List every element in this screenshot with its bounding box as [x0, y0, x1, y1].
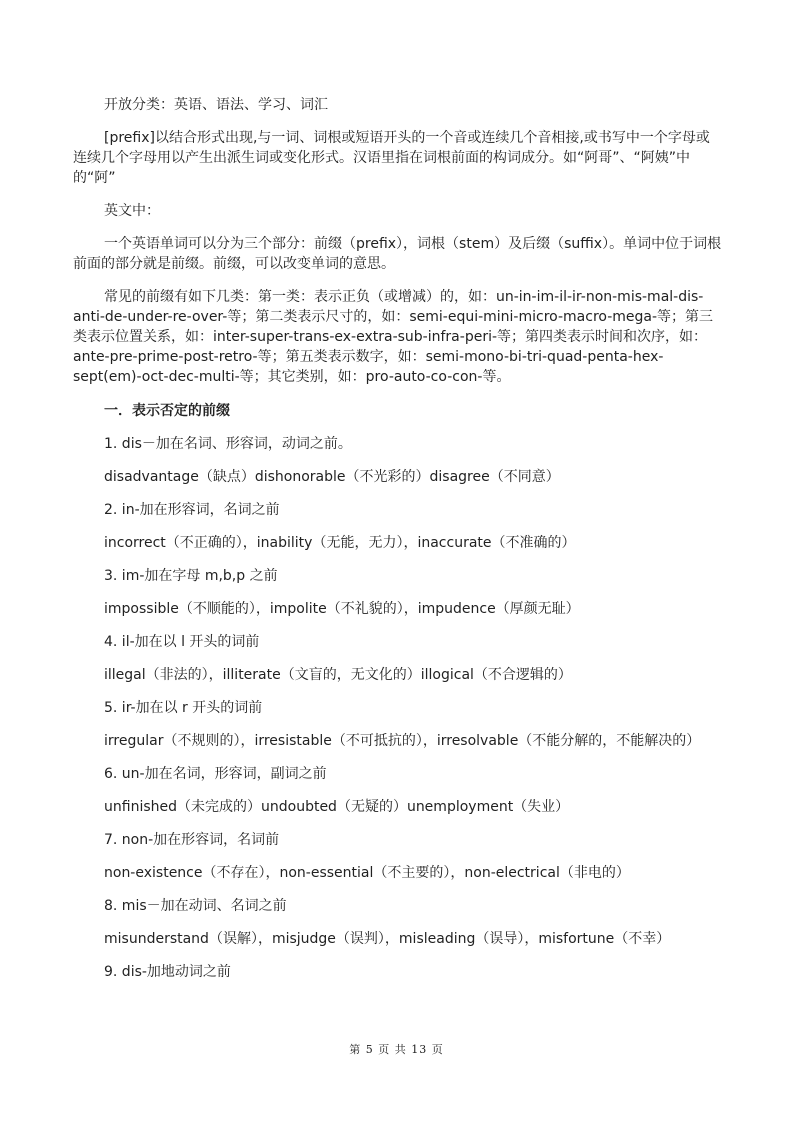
- item-title: 6. un-加在名词，形容词，副词之前: [104, 766, 327, 782]
- english-label: 英文中：: [104, 203, 160, 219]
- list-item: [73, 764, 723, 817]
- item-title: 3. im-加在字母 m,b,p 之前: [104, 568, 278, 584]
- item-examples: unfinished（未完成的）undoubted（无疑的）unemployment（失业）: [104, 799, 570, 815]
- list-item: [73, 566, 723, 619]
- category-line: 开放分类：英语、语法、学习、词汇: [104, 97, 328, 113]
- item-title: 7. non-加在形容词，名词前: [104, 832, 280, 848]
- item-title: 9. dis-加地动词之前: [104, 964, 231, 980]
- item-title: 2. in-加在形容词，名词之前: [104, 502, 280, 518]
- english-description: 一个英语单词可以分为三个部分：前缀（prefix），词根（stem）及后缀（suffix）。单词中位于词根前面的部分就是前缀。前缀，可以改变单词的意思。: [73, 236, 722, 272]
- item-examples: misunderstand（误解），misjudge（误判），misleading（误导），misfortune（不幸）: [104, 931, 671, 947]
- item-examples: illegal（非法的），illiterate（文盲的，无文化的）illogical（不合逻辑的）: [104, 667, 572, 683]
- item-title: 1. dis－加在名词、形容词，动词之前。: [104, 436, 352, 452]
- item-examples: impossible（不顺能的），impolite（不礼貌的），impudence（厚颜无耻）: [104, 601, 580, 617]
- list-item: [73, 434, 723, 487]
- page-footer: 第 5 页 共 13 页: [349, 1043, 444, 1056]
- prefix-list: [73, 434, 723, 982]
- item-examples: non-existence（不存在），non-essential（不主要的），non-electrical（非电的）: [104, 865, 630, 881]
- item-title: 5. ir-加在以 r 开头的词前: [104, 700, 263, 716]
- item-examples: incorrect（不正确的），inability（无能，无力），inaccurate（不准确的）: [104, 535, 576, 551]
- item-title: 8. mis－加在动词、名词之前: [104, 898, 287, 914]
- list-item: [73, 500, 723, 553]
- list-item: [73, 698, 723, 751]
- item-title: 4. il-加在以 l 开头的词前: [104, 634, 260, 650]
- item-examples: disadvantage（缺点）dishonorable（不光彩的）disagree（不同意）: [104, 469, 560, 485]
- list-item: [73, 632, 723, 685]
- list-item: [73, 962, 723, 982]
- list-item: [73, 896, 723, 949]
- item-examples: irregular（不规则的），irresistable（不可抵抗的），irresolvable（不能分解的，不能解决的）: [104, 733, 701, 749]
- section-heading: 一．表示否定的前缀: [104, 403, 230, 419]
- list-item: [73, 830, 723, 883]
- prefix-definition: [prefix]以结合形式出现,与一词、词根或短语开头的一个音或连续几个音相接,或书写中一个字母或连续几个字母用以产生出派生词或变化形式。汉语里指在词根前面的构词成分。如“阿哥”、“阿姨”中的“阿”: [73, 130, 710, 186]
- document-page: [73, 95, 723, 995]
- common-prefix-categories: 常见的前缀有如下几类：第一类：表示正负（或增减）的，如：un-in-im-il-ir-non-mis-mal-dis-anti-de-under-re-over-等；第二类表示尺寸的，如：semi-equi-mini-micro-macro-mega-等；第三类表示位置关系，如：inter-super-trans-ex-extra-sub-infra-peri-等；第四类表示时间和次序，如：ante-pre-prime-post-retro-等；第五类表示数字，如：semi-mono-bi-tri-quad-penta-hex-sept(em)-oct-dec-multi-等；其它类别，如：pro-auto-co-con-等。: [73, 289, 714, 385]
